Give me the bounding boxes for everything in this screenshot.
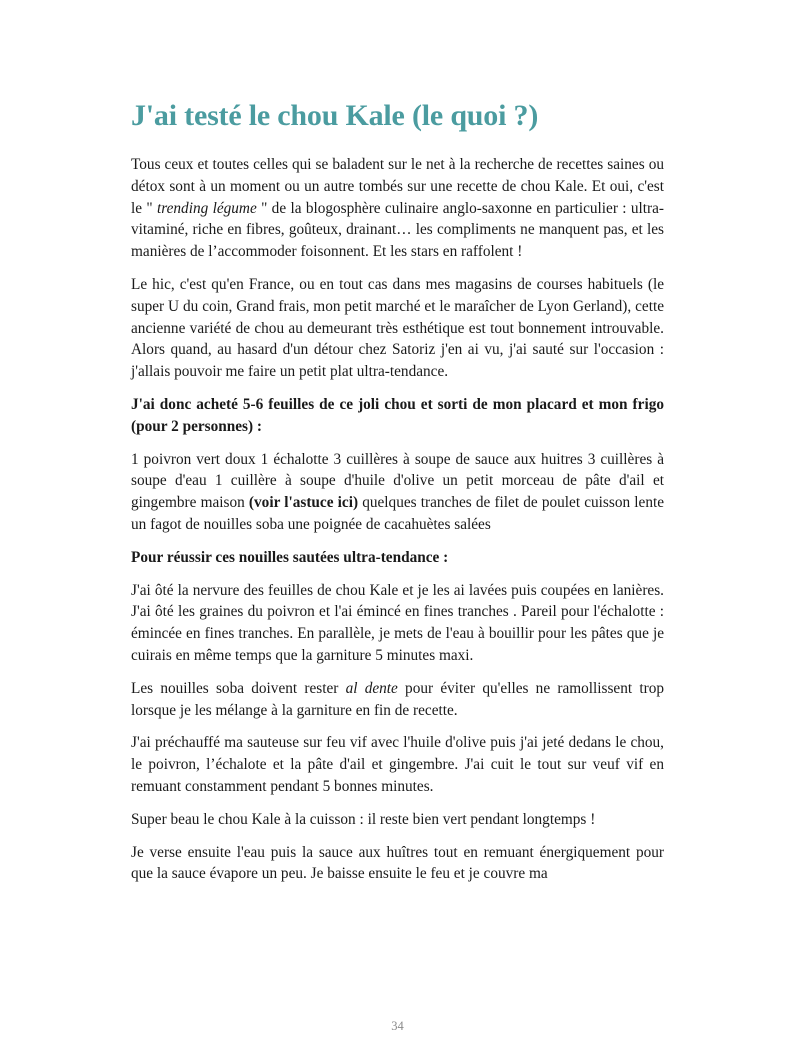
page-number: 34 xyxy=(391,1019,404,1033)
paragraph-soba xyxy=(131,678,664,722)
paragraph-problem: Le hic, c'est qu'en France, ou en tout cas dans mes magasins de courses habituels (le super U du coin, Grand frais, mon petit marché et le maraîcher de Lyon Gerland), cette ancienne variété de chou au demeurant très esthétique est tout bonnement introuvable. Alors quand, au hasard d'un détour chez Satoriz j'en ai vu, j'ai sauté sur l'occasion : j'allais pouvoir me faire un petit plat ultra-tendance. xyxy=(131,275,664,381)
method-heading: Pour réussir ces nouilles sautées ultra-tendance : xyxy=(131,548,449,566)
ingredients-text-b: quelques tranches de filet de poulet cuisson lente un fagot de nouilles soba une poignée de cacahuètes salées xyxy=(131,494,665,533)
ingredients-list xyxy=(131,449,664,536)
paragraph-intro-text-b: " de la blogosphère culinaire anglo-saxonne en particulier : ultra-vitaminé, riche en fibres, goûteux, drainant… les compliments ne manquent pas, et les manières de l’accommoder foisonnent. Et les stars en raffolent ! xyxy=(131,199,664,261)
paragraph-kale-color: Super beau le chou Kale à la cuisson : il reste bien vert pendant longtemps ! xyxy=(131,810,596,828)
al-dente-italic: al dente xyxy=(345,679,398,697)
trending-legume-italic: trending légume xyxy=(156,199,257,217)
paragraph-soba-text-b: pour éviter qu'elles ne ramollissent trop lorsque je les mélange à la garniture en fin de recette. xyxy=(131,679,664,719)
paragraph-preparation: J'ai ôté la nervure des feuilles de chou Kale et je les ai lavées puis coupées en lanières. J'ai ôté les graines du poivron et l'ai émincé en fines tranches . Pareil pour l'échalotte : émincée en fines tranches. En parallèle, je mets de l'eau à bouillir pour les pâtes que je cuirais en même temps que la garniture 5 minutes maxi. xyxy=(131,581,664,664)
paragraph-soba-text-a: Les nouilles soba doivent rester xyxy=(131,679,346,697)
astuce-link-text: (voir l'astuce ici) xyxy=(248,494,359,512)
paragraph-intro xyxy=(131,154,664,263)
ingredients-heading: J'ai donc acheté 5-6 feuilles de ce joli chou et sorti de mon placard et mon frigo (pour 2 personnes) : xyxy=(131,395,664,435)
paragraph-intro-text-a: Tous ceux et toutes celles qui se baladent sur le net à la recherche de recettes saines ou détox sont à un moment ou un autre tombés sur une recette de chou Kale. Et oui, c'est le " xyxy=(131,156,664,217)
paragraph-sauce: Je verse ensuite l'eau puis la sauce aux huîtres tout en remuant énergiquement pour que la sauce évapore un peu. Je baisse ensuite le feu et je couvre ma xyxy=(131,843,664,883)
ingredients-text-a: 1 poivron vert doux 1 échalotte 3 cuillères à soupe de sauce aux huitres 3 cuillères à soupe d'eau 1 cuillère à soupe d'huile d'olive un petit morceau de pâte d'ail et gingembre maison xyxy=(131,450,664,512)
document-page xyxy=(131,96,664,896)
article-title: J'ai testé le chou Kale (le quoi ?) xyxy=(131,99,539,132)
paragraph-cooking: J'ai préchauffé ma sauteuse sur feu vif avec l'huile d'olive puis j'ai jeté dedans le chou, le poivron, l’échalote et la pâte d'ail et gingembre. J'ai cuit le tout sur veuf vif en remuant constamment pendant 5 bonnes minutes. xyxy=(131,734,664,795)
